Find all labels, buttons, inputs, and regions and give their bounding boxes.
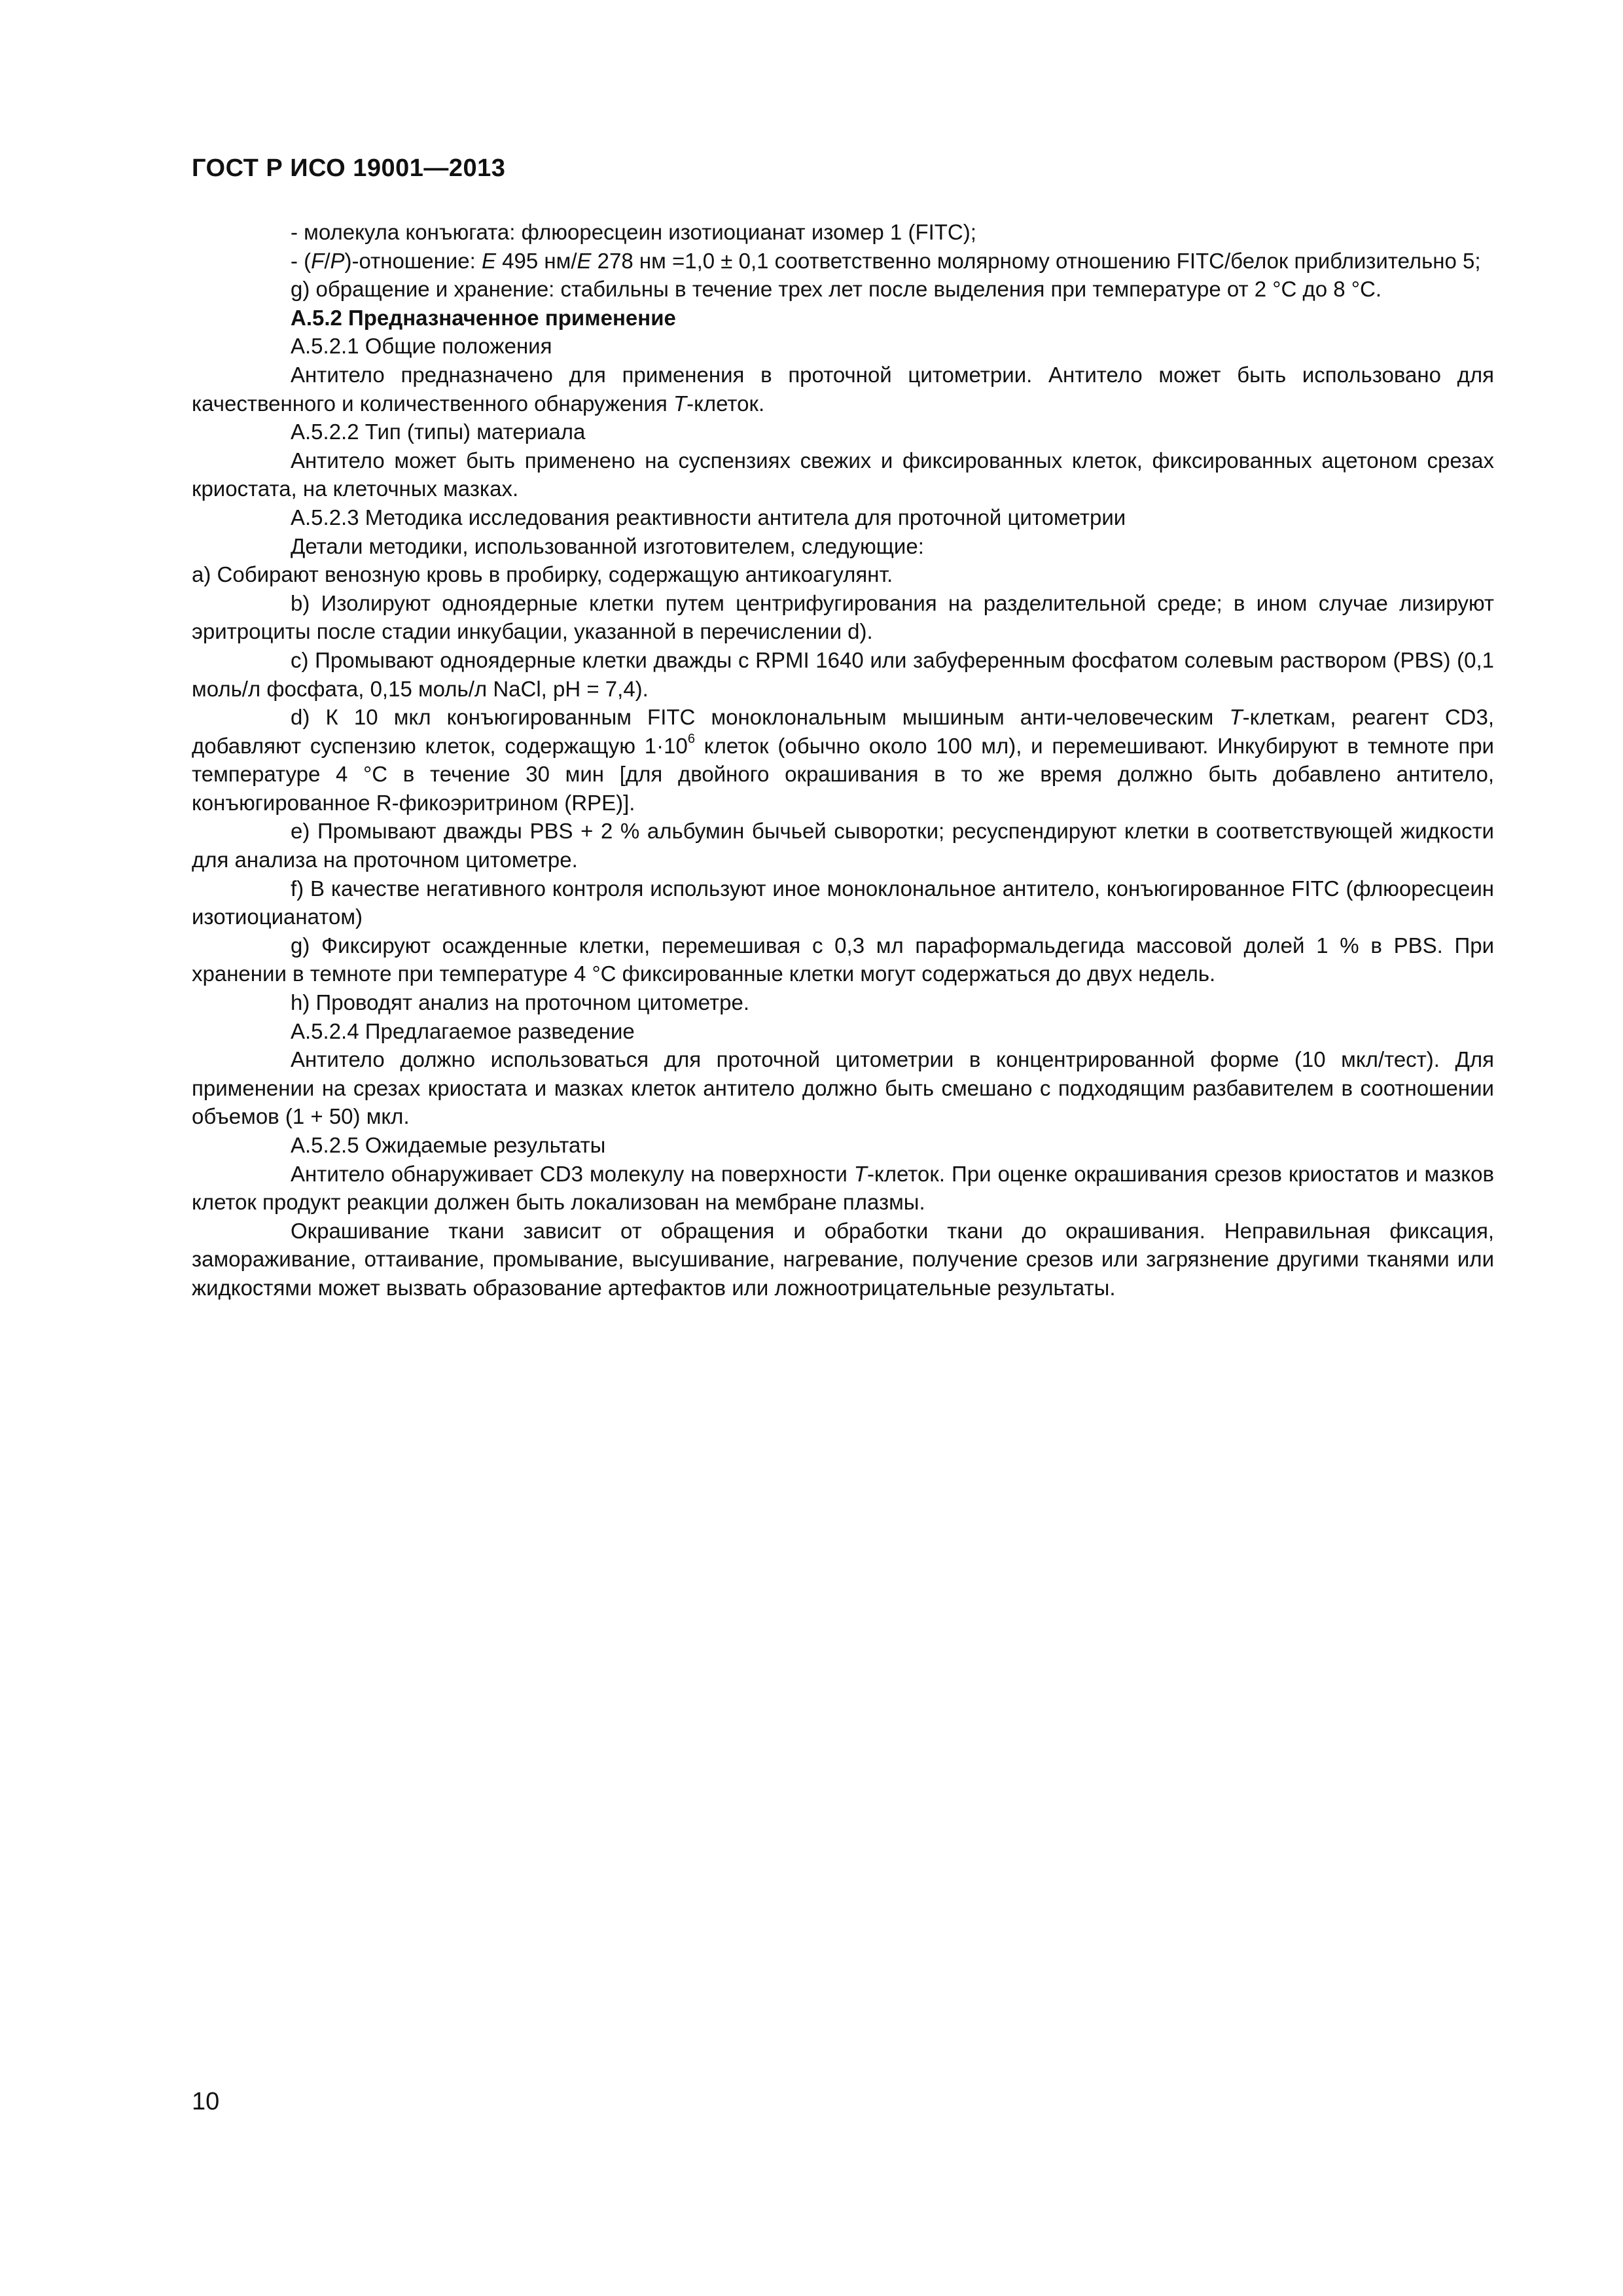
section-heading-intended-use: А.5.2 Предназначенное применение	[291, 305, 676, 330]
text-span: /	[324, 248, 330, 273]
list-item-g: g) Фиксируют осажденные клетки, перемешивая с 0,3 мл параформальдегида массовой долей 1 % в PBS. При хранении в темноте при температуре 4 °С фиксированные клетки могут содержаться до двух недель.	[192, 933, 1494, 986]
paragraph-storage: g) обращение и хранение: стабильны в течение трех лет после выделения при температуре от 2 °С до 8 °С.	[291, 277, 1382, 302]
list-item-f: f) В качестве негативного контроля используют иное моноклональное антитело, конъюгированное FITC (флюоресцеин изотиоцианатом)	[192, 876, 1494, 929]
text-span: Антитело предназначено для применения в проточной цитометрии. Антитело может быть использовано для качественного и количественного обнаружения	[192, 362, 1494, 416]
italic-span: Т	[673, 391, 687, 416]
list-item-b: b) Изолируют одноядерные клетки путем центрифугирования на разделительной среде; в ином случае лизируют эритроциты после стадии инкубации, указанной в перечислении d).	[192, 590, 1494, 644]
subsection-heading-material-type: А.5.2.2 Тип (типы) материала	[291, 420, 586, 444]
subsection-heading-dilution: А.5.2.4 Предлагаемое разведение	[291, 1018, 635, 1043]
italic-span: F	[311, 248, 325, 273]
subsection-heading-general: А.5.2.1 Общие положения	[291, 334, 552, 359]
paragraph-dilution: Антитело должно использоваться для проточной цитометрии в концентрированной форме (10 мкл/тест). Для применении на срезах криостата и мазках клеток антитело должно быть смешано с подходящим разбавителем в соотношении объемов (1 + 50) мкл.	[192, 1047, 1494, 1129]
italic-span: P	[330, 248, 345, 273]
page-number: 10	[192, 2088, 220, 2115]
list-item-e: е) Промывают дважды PBS + 2 % альбумин бычьей сыворотки; ресуспендируют клетки в соответствующей жидкости для анализа на проточном цитометре.	[192, 819, 1494, 872]
italic-span: E	[577, 248, 592, 273]
paragraph-general	[192, 361, 1494, 418]
paragraph-material-type: Антитело может быть применено на суспензиях свежих и фиксированных клеток, фиксированных ацетоном срезах криостата, на клеточных мазках.	[192, 448, 1494, 501]
text-span: клеток (обычно около 100 мл), и перемешивают. Инкубируют в темноте при температуре 4 °С в течение 30 мин [для двойного окрашивания в то же время должно быть добавлено антитело, конъюгированное R-фикоэритрином (RPE)].	[192, 733, 1494, 815]
document-header: ГОСТ Р ИСО 19001—2013	[192, 154, 506, 182]
text-span: 495 нм/	[496, 248, 577, 273]
list-item-d	[192, 703, 1494, 817]
subsection-heading-method: А.5.2.3 Методика исследования реактивности антитела для проточной цитометрии	[291, 505, 1126, 529]
text-span: d) К 10 мкл конъюгированным FITC моноклональным мышиным анти-человеческим	[291, 705, 1230, 730]
italic-span: E	[482, 248, 497, 273]
paragraph-staining-notes: Окрашивание ткани зависит от обращения и обработки ткани до окрашивания. Неправильная фиксация, замораживание, оттаивание, промывание, высушивание, нагревание, получение срезов или загрязнение другими тканями или жидкостями может вызвать образование артефактов или ложноотрицательные результаты.	[192, 1218, 1494, 1300]
paragraph-fp-ratio	[192, 247, 1494, 276]
paragraph-conjugate-molecule: - молекула конъюгата: флюоресцеин изотиоцианат изомер 1 (FITC);	[291, 220, 976, 244]
document-body	[192, 218, 1494, 1302]
list-item-c: c) Промывают одноядерные клетки дважды с RPMI 1640 или забуференным фосфатом солевым раствором (PBS) (0,1 моль/л фосфата, 0,15 моль/л NaCl, рН = 7,4).	[192, 647, 1494, 701]
list-item-a: а) Собирают венозную кровь в пробирку, содержащую антикоагулянт.	[192, 562, 893, 587]
text-span: -клеткам, реагент CD3, добавляют суспензию клеток, содержащую 1·10	[192, 705, 1494, 758]
italic-span: Т	[1229, 705, 1243, 730]
text-span: 278 нм =1,0 ± 0,1 соответственно молярному отношению FITC/белок приблизительно 5;	[591, 248, 1481, 273]
text-span: -клеток.	[687, 391, 765, 416]
paragraph-method-intro: Детали методики, использованной изготовителем, следующие:	[291, 533, 924, 558]
italic-span: Т	[853, 1161, 867, 1186]
text-span: Антитело обнаруживает CD3 молекулу на поверхности	[291, 1161, 854, 1186]
paragraph-expected-results	[192, 1160, 1494, 1217]
list-item-h: h) Проводят анализ на проточном цитометре.	[291, 990, 750, 1015]
text-span: - (	[291, 248, 312, 273]
text-span: -клеток. При оценке окрашивания срезов криостатов и мазков клеток продукт реакции должен быть локализован на мембране плазмы.	[192, 1161, 1494, 1215]
subsection-heading-expected-results: А.5.2.5 Ожидаемые результаты	[291, 1133, 606, 1157]
superscript: 6	[687, 731, 695, 746]
text-span: )-отношение:	[344, 248, 482, 273]
